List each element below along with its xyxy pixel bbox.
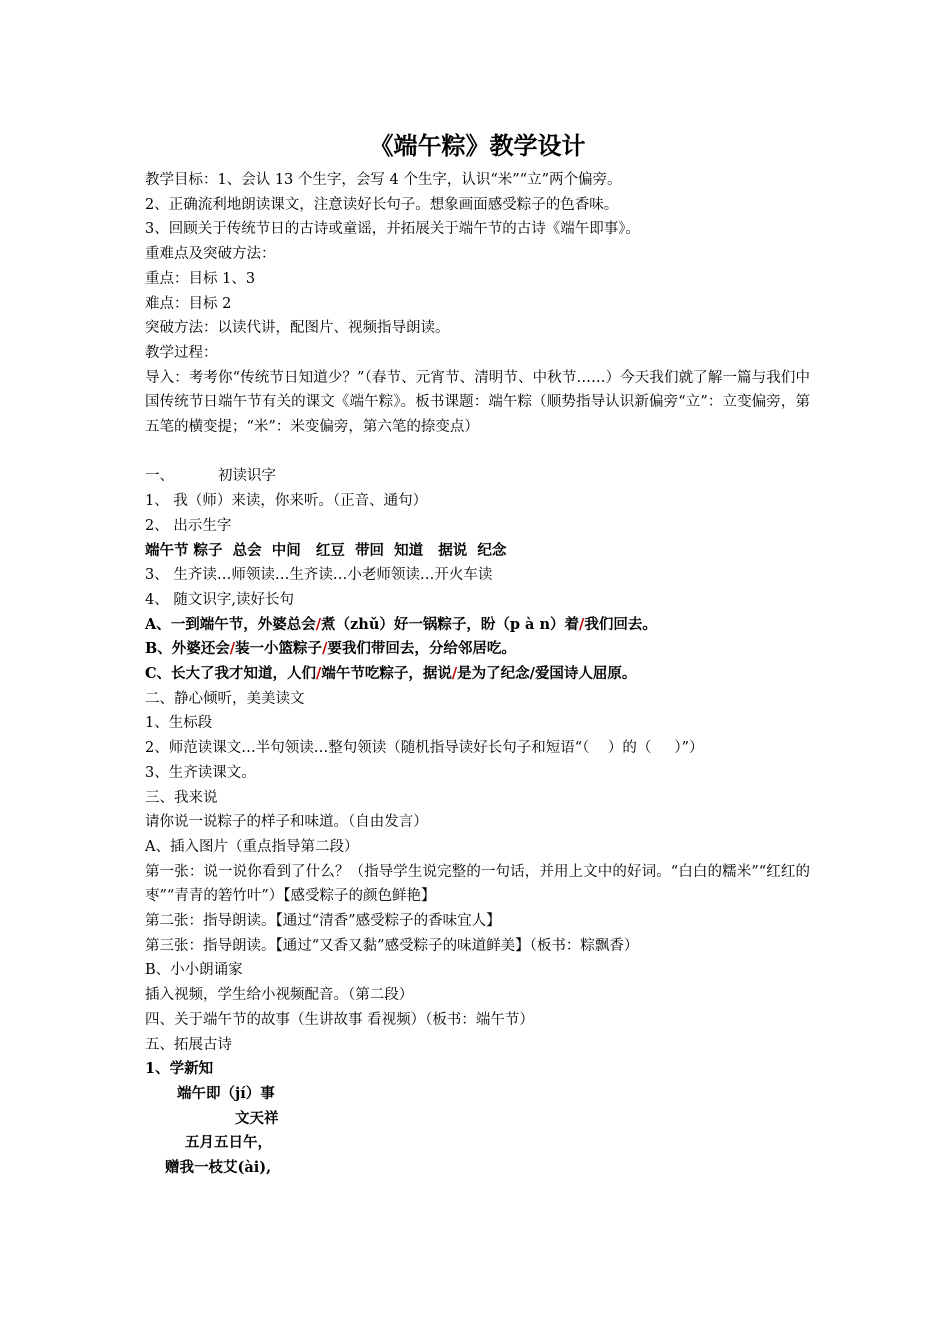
poem-line-2: 赠我一枝艾(ài),: [165, 1159, 272, 1177]
sentence-c-part-1: C、长大了我才知道，人们: [145, 665, 317, 683]
section-1-heading: [145, 464, 810, 489]
section-5-heading: 五、拓展古诗: [145, 1036, 232, 1053]
sentence-b-part-3: 要我们带回去，分给邻居吃。: [327, 640, 516, 658]
key-difficulty: 难点：目标 2: [145, 295, 232, 312]
pause-slash: /: [451, 665, 458, 683]
video-note: 插入视频，学生给小视频配音。（第二段）: [145, 987, 414, 1004]
page-title: 《端午粽》教学设计: [369, 131, 586, 160]
pause-slash: /: [529, 665, 535, 683]
key-heading: 重难点及突破方法：: [145, 246, 276, 263]
sentence-a-part-3: 我们回去。: [584, 615, 657, 633]
section-5-sub: 1、学新知: [145, 1060, 214, 1078]
section-1-title: 初读识字: [218, 468, 276, 485]
process-heading: 教学过程：: [145, 344, 218, 361]
sentence-a-part-1: A、一到端午节，外婆总会: [145, 615, 316, 633]
sentence-c-part-4: 爱国诗人屈原。: [534, 665, 637, 683]
poem-author: 文天祥: [235, 1109, 279, 1127]
new-characters: 端午节 粽子 总会 中间 红豆 带回 知道 据说 纪念: [145, 541, 507, 559]
goal-2: 2、正确流利地朗读课文，注意读好长句子。想象画面感受粽子的色香味。: [145, 196, 619, 213]
section-2-item-3: 3、生齐读课文。: [145, 764, 256, 781]
sentence-b-part-2: 装一小篮粽子: [235, 640, 323, 658]
sentence-c: [145, 662, 810, 687]
poem-title: 端午即（jí）事: [177, 1085, 275, 1102]
poem-line-1: 五月五日午，: [185, 1134, 272, 1152]
section-1-item-3: 3、 生齐读…师领读…生齐读…小老师领读…开火车读: [145, 567, 493, 584]
goal-1: 教学目标：1、会认 13 个生字，会写 4 个生字，认识“米”“立”两个偏旁。: [145, 172, 622, 188]
sentence-a: [145, 613, 810, 638]
section-1-item-2: 2、 出示生字: [145, 517, 232, 534]
picture-3-note: 第三张：指导朗读。【通过“又香又黏”感受粽子的味道鲜美】（板书：粽飘香）: [145, 937, 639, 954]
section-3-prompt: 请你说一说粽子的样子和味道。（自由发言）: [145, 814, 428, 831]
sentence-a-part-2: 煮（zhǔ）好一锅粽子，盼（p à n）着: [321, 615, 580, 633]
section-2-heading: 二、静心倾听，美美读文: [145, 690, 305, 707]
blank-line: [145, 440, 810, 465]
section-2-item-2: 2、师范读课文…半句领读…整句领读（随机指导读好长句子和短语“（ ）的（ ）”）: [145, 740, 704, 757]
pause-slash: /: [579, 615, 585, 633]
key-focus: 重点：目标 1、3: [145, 270, 256, 287]
picture-2-note: 第二张：指导朗读。【通过“清香”感受粽子的香味宜人】: [145, 913, 501, 930]
section-3-heading: 三、我来说: [145, 789, 218, 806]
goal-3: 3、回顾关于传统节日的古诗或童谣，并拓展关于端午节的古诗《端午即事》。: [145, 221, 640, 238]
sentence-c-part-3: 是为了纪念: [457, 665, 530, 683]
pause-slash: /: [229, 640, 236, 658]
key-method: 突破方法：以读代讲，配图片、视频指导朗读。: [145, 320, 450, 337]
sentence-c-part-2: 端午节吃粽子，据说: [321, 665, 452, 683]
section-1-item-4: 4、 随文识字,读好长句: [145, 591, 294, 608]
section-3-b: B、小小朗诵家: [145, 962, 243, 979]
section-2-item-1: 1、生标段: [145, 715, 213, 732]
section-3-a: A、插入图片（重点指导第二段）: [145, 838, 359, 855]
document-page: [145, 130, 810, 1181]
section-1-item-1: 1、 我（师）来读，你来听。（正音、通句）: [145, 493, 428, 510]
pause-slash: /: [315, 615, 322, 633]
section-1-number: 一、: [145, 468, 174, 485]
sentence-b-part-1: B、外婆还会: [145, 640, 230, 658]
picture-1-note: 第一张：说一说你看到了什么？（指导学生说完整的一句话，并用上文中的好词。“白白的糯米”“红红的枣”“青青的箬竹叶”）【感受粽子的颜色鲜艳】: [145, 863, 810, 905]
pause-slash: /: [322, 640, 328, 658]
sentence-b: [145, 637, 810, 662]
process-intro: 导入：考考你“传统节日知道少？”（春节、元宵节、清明节、中秋节……）今天我们就了解一篇与我们中国传统节日端午节有关的课文《端午粽》。板书课题：端午粽（顺势指导认识新偏旁“立”：立变偏旁，第五笔的横变提；“米”：米变偏旁，第六笔的捺变点）: [145, 369, 810, 436]
section-4-heading: 四、关于端午节的故事（生讲故事 看视频）（板书：端午节）: [145, 1011, 534, 1028]
pause-slash: /: [316, 665, 322, 683]
